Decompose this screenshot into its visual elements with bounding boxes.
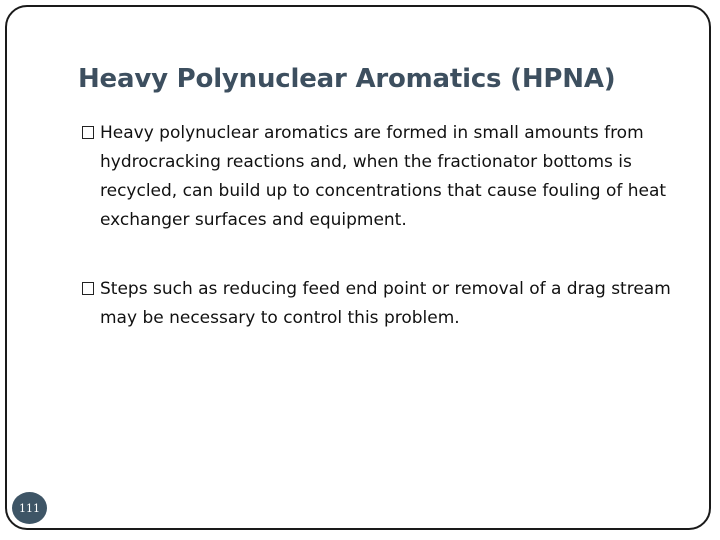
empty-square-bullet-icon (82, 126, 94, 139)
empty-square-bullet-icon (82, 282, 94, 295)
bullet-text-1: Heavy polynuclear aromatics are formed in small amounts from hydrocracking reactions and, when the fractionator bottoms is recycled, can build up to concentrations that cause fouling of heat exchanger surfaces and equipment. (100, 123, 667, 230)
bullet-item-1 (82, 119, 682, 235)
page-number-badge: 111 (12, 492, 47, 524)
slide-title: Heavy Polynuclear Aromatics (HPNA) (78, 64, 616, 94)
bullet-item-2 (82, 275, 692, 333)
bullet-text-2: Steps such as reducing feed end point or removal of a drag stream may be necessary to control this problem. (100, 279, 671, 328)
